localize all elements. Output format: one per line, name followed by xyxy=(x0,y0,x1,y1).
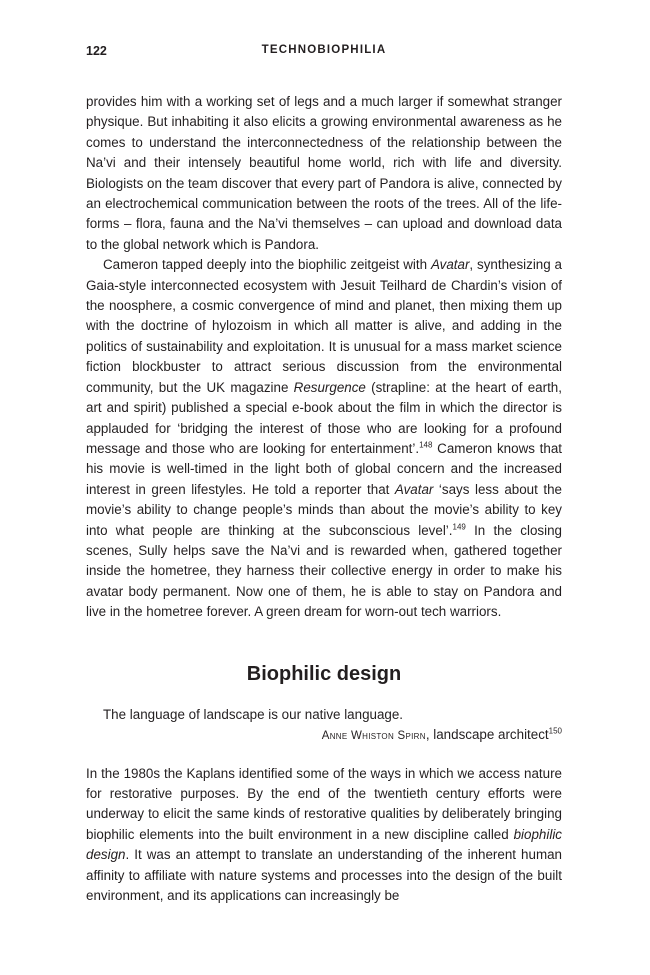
body-text xyxy=(86,92,562,906)
text-run: In the closing scenes, Sully helps save the Na’vi and is rewarded when, gathered together inside the hometree, they harness their collective energy in order to make his avatar body permanent. Now one of them, he is able to stay on Pandora and live in the hometree forever. A green dream for worn-out tech warriors. xyxy=(86,522,562,620)
section-heading: Biophilic design xyxy=(246,662,402,685)
footnote-ref: 150 xyxy=(548,726,562,736)
footnote-ref: 149 xyxy=(452,522,466,532)
term-italic: biophilic design xyxy=(86,826,562,863)
epigraph-role: , landscape architect xyxy=(425,726,549,742)
epigraph-quote: The language of landscape is our native language. xyxy=(103,706,404,722)
paragraph-1: provides him with a working set of legs and a much larger if somewhat stranger physique. But inhabiting it also elicits a growing environmental awareness as he comes to understand the interconnectedness of the relationship between the Na’vi and their intensely beautiful home world, rich with life and diversity. Biologists on the team discover that every part of Pandora is alive, connected by an electrochemical communication between the roots of the trees. All of the life-forms – flora, fauna and the Na’vi themselves – can upload and download data to the global network which is Pandora. xyxy=(86,94,562,252)
text-run: , synthesizing a Gaia-style interconnected ecosystem with Jesuit Teilhard de Chardin’s vision of the noosphere, a cosmic convergence of mind and planet, then mixing them up with the doctrine of hylozoism in which all matter is alive, and adding in the politics of sustainability and exploitation. It is unusual for a mass market science fiction blockbuster to attract serious discussion from the environmental community, but the UK magazine xyxy=(86,257,563,395)
epigraph xyxy=(86,705,562,746)
epigraph-author: Anne Whiston Spirn xyxy=(321,729,426,742)
text-run: In the 1980s the Kaplans identified some of the ways in which we access nature for restorative purposes. By the end of the twentieth century efforts were underway to elicit the same kinds of restorative qualities by deliberately bringing biophilic elements into the built environment in a new discipline called xyxy=(86,765,562,842)
page-header xyxy=(86,44,562,64)
running-head: TECHNOBIOPHILIA xyxy=(261,44,387,56)
text-run: . It was an attempt to translate an understanding of the inherent human affinity to affiliate with nature systems and processes into the design of the built environment, and its applications can increasingly be xyxy=(86,847,562,903)
epigraph-attribution xyxy=(86,725,562,746)
paragraph-3 xyxy=(86,764,562,907)
paragraph-2 xyxy=(86,255,562,622)
text-run: ‘says less about the movie’s ability to change people’s minds than about the movie’s ability to key into what people are thinking at the subconscious level’. xyxy=(86,481,563,538)
text-run: Cameron knows that his movie is well-timed in the light both of global concern and the increased interest in green lifestyles. He told a reporter that xyxy=(86,440,563,497)
footnote-ref: 148 xyxy=(419,440,433,450)
title-italic: Avatar xyxy=(394,481,434,497)
title-italic: Resurgence xyxy=(293,379,366,395)
text-run: Cameron tapped deeply into the biophilic zeitgeist with xyxy=(103,257,431,273)
text-run: (strapline: at the heart of earth, art and spirit) published a special e-book about the film in which the director is applauded for ‘bridging the interest of those who are looking for a profound message and those who are looking for entertainment’. xyxy=(86,379,562,456)
title-italic: Avatar xyxy=(430,257,470,273)
page-number: 122 xyxy=(86,44,107,58)
